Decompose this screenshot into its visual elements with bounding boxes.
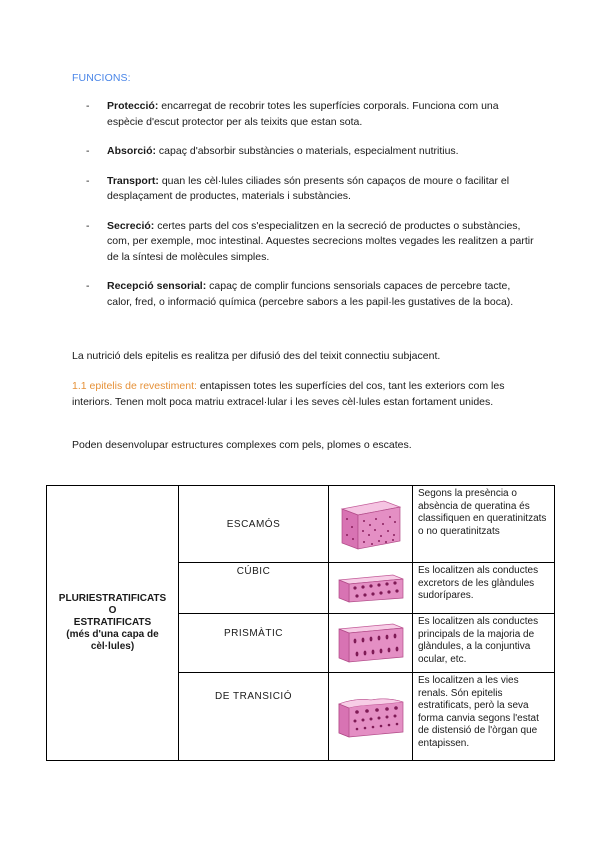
revestiment-paragraph	[72, 379, 532, 410]
tissue-image-cell	[329, 563, 413, 614]
item-title: Recepció sensorial:	[107, 280, 207, 292]
group-label-line: ESTRATIFICATS	[73, 617, 152, 628]
item-title: Protecció:	[107, 100, 159, 112]
squamous-tissue-illustration	[338, 495, 404, 553]
functions-list	[86, 99, 536, 310]
transitional-tissue-illustration	[335, 694, 407, 740]
item-title: Absorció:	[107, 145, 157, 157]
item-text: capaç d'absorbir substàncies o materials, especialment nutritius.	[156, 145, 459, 157]
item-title: Secreció:	[107, 219, 155, 232]
table-row	[47, 486, 555, 563]
list-item: - Absorció: capaç d'absorbir substàncies o materials, especialment nutritius.	[86, 145, 459, 157]
revestiment-text: entapissen totes les superfícies del cos, tant les exteriors com les interiors. Tenen molt poca matriu extracel·lular i les seves cèl·lules estan fortament unides.	[72, 380, 505, 408]
item-text: encarregat de recobrir totes les superfícies corporals. Funciona com una espècie d'escut protector per als teixits que estan sota.	[107, 100, 499, 128]
list-item: - Protecció: encarregat de recobrir totes les superfícies corporals. Funciona com una espècie d'escut protector per als teixits que estan sota.	[86, 100, 499, 128]
cuboidal-tissue-illustration	[335, 572, 407, 604]
tissue-name: PRISMÀTIC	[179, 614, 329, 673]
group-label-line: PLURIESTRATIFICATS	[58, 593, 167, 604]
tissue-description: Es localitzen als conductes principals de la majoria de glàndules, a la conjuntiva ocular, etc.	[413, 614, 555, 673]
list-item: - Recepció sensorial: capaç de complir funcions sensorials capaces de percebre tacte, calor, fred, o informació química (percebre sabors a les papil·les gustatives de la boca).	[86, 280, 514, 308]
group-label-line: (més d'una capa de	[66, 629, 159, 640]
tissue-image-cell	[329, 486, 413, 563]
tissue-image-cell	[329, 673, 413, 761]
tissue-name: ESCAMÓS	[179, 486, 329, 563]
list-item: - Transport: quan les cèl·lules ciliades són presents són capaços de moure o facilitar el desplaçament de productes, materials i substàncies.	[86, 174, 510, 202]
item-title: Transport:	[107, 174, 159, 187]
tissue-description: Es localitzen a les vies renals. Són epitelis estratificats, però la seva forma canvia segons l'estat de distensió de l'òrgan que entapissen.	[413, 673, 555, 761]
item-text: quan les cèl·lules ciliades són presents són capaços de moure o facilitar el desplaçament de productes, materials i substàncies.	[107, 174, 510, 202]
tissue-description: Es localitzen als conductes excretors de les glàndules sudorípares.	[413, 563, 555, 614]
revestiment-heading: 1.1 epitelis de revestiment:	[72, 380, 197, 392]
nutrition-paragraph: La nutrició dels epitelis es realitza per difusió des del teixit connectiu subjacent.	[72, 350, 441, 362]
tissue-name: DE TRANSICIÓ	[179, 673, 329, 761]
epithelium-table	[46, 485, 555, 761]
list-item: - Secreció: certes parts del cos s'especialitzen en la secreció de productes o substàncies, com, per exemple, moc intestinal. Aquestes secrecions moltes vegades les realitzen a partir de la síntesi de molècules simples.	[86, 219, 534, 263]
item-text: certes parts del cos s'especialitzen en la secreció de productes o substàncies, com, per exemple, moc intestinal. Aquestes secrecions moltes vegades les realitzen a partir de la síntesi de molècules simples.	[107, 219, 534, 263]
columnar-tissue-illustration	[335, 621, 407, 665]
group-label-line: O	[108, 605, 117, 616]
group-label-cell	[47, 486, 179, 761]
structures-paragraph: Poden desenvolupar estructures complexes com pels, plomes o escates.	[72, 439, 412, 451]
functions-heading: FUNCIONS:	[72, 72, 131, 84]
tissue-name: CÚBIC	[179, 563, 329, 614]
tissue-description: Segons la presència o absència de queratina és classifiquen en queratinitzats o no queratinitzats	[413, 486, 555, 563]
tissue-image-cell	[329, 614, 413, 673]
group-label-line: cèl·lules)	[90, 641, 135, 652]
item-text: capaç de complir funcions sensorials capaces de percebre tacte, calor, fred, o informació química (percebre sabors a les papil·les gustatives de la boca).	[107, 280, 514, 308]
